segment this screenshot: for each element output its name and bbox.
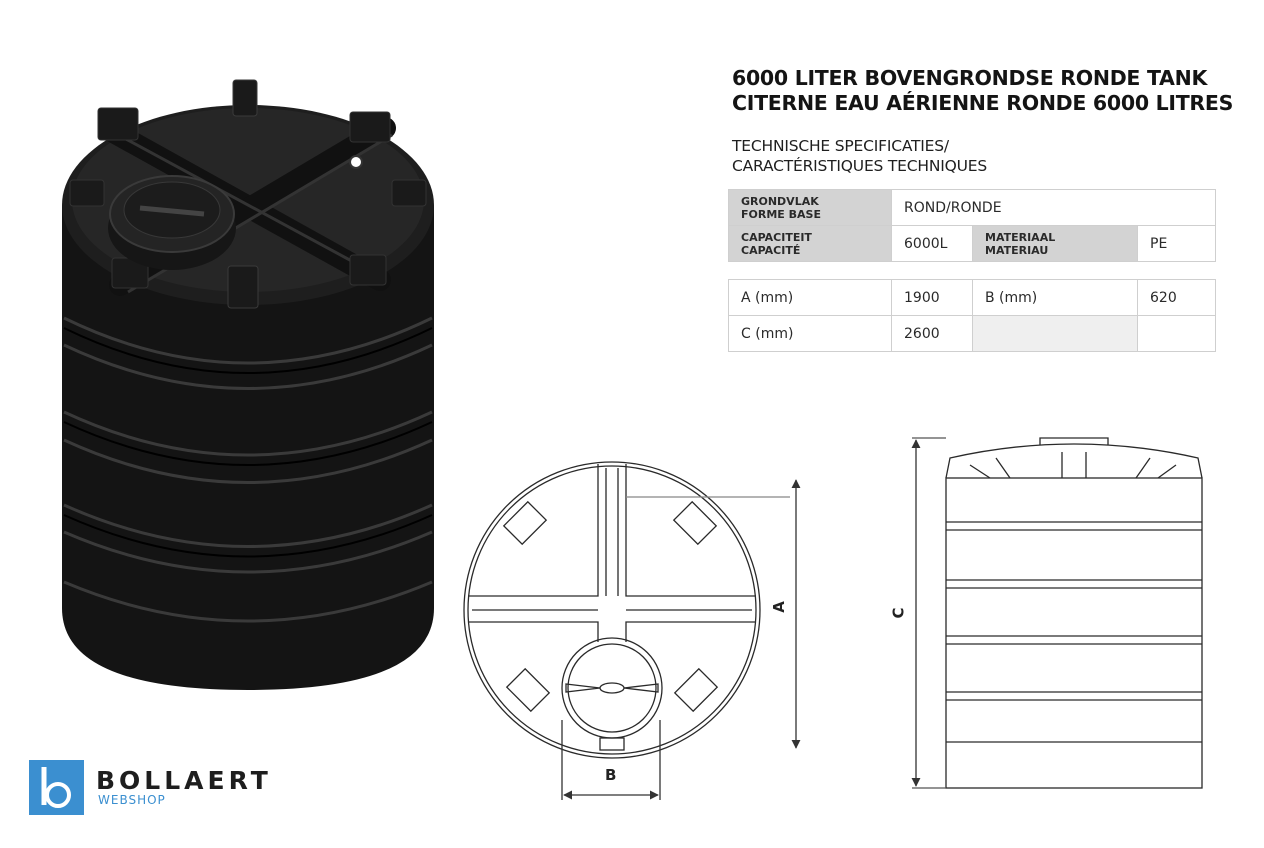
top-view-drawing bbox=[464, 462, 796, 800]
brand-name: BOLLAERT bbox=[96, 766, 272, 795]
capacity-value: 6000L bbox=[892, 226, 973, 262]
dimension-label-b: B bbox=[605, 766, 617, 784]
base-label: GRONDVLAK FORME BASE bbox=[729, 190, 892, 226]
dim-b-value: 620 bbox=[1138, 280, 1216, 316]
dim-a-value: 1900 bbox=[892, 280, 973, 316]
capacity-label: CAPACITEIT CAPACITÉ bbox=[729, 226, 892, 262]
title-line-nl: 6000 LITER BOVENGRONDSE RONDE TANK bbox=[732, 66, 1208, 90]
dimension-label-a: A bbox=[769, 601, 788, 613]
tank-render-image bbox=[62, 80, 434, 690]
material-label: MATERIAAL MATERIAU bbox=[973, 226, 1138, 262]
title-line-fr: CITERNE EAU AÉRIENNE RONDE 6000 LITRES bbox=[732, 91, 1234, 115]
subtitle-line-fr: CARACTÉRISTIQUES TECHNIQUES bbox=[732, 156, 987, 175]
dim-a-label: A (mm) bbox=[729, 280, 892, 316]
brand-sub: WEBSHOP bbox=[98, 793, 166, 807]
side-view-drawing bbox=[912, 438, 1202, 788]
dim-b-label: B (mm) bbox=[973, 280, 1138, 316]
dim-c-label: C (mm) bbox=[729, 316, 892, 352]
base-value: ROND/RONDE bbox=[892, 190, 1216, 226]
subtitle-line-nl: TECHNISCHE SPECIFICATIES/ bbox=[732, 137, 949, 155]
dim-c-value: 2600 bbox=[892, 316, 973, 352]
dimension-label-c: C bbox=[889, 607, 908, 619]
material-value: PE bbox=[1138, 226, 1216, 262]
logo-mark-icon bbox=[29, 760, 84, 815]
